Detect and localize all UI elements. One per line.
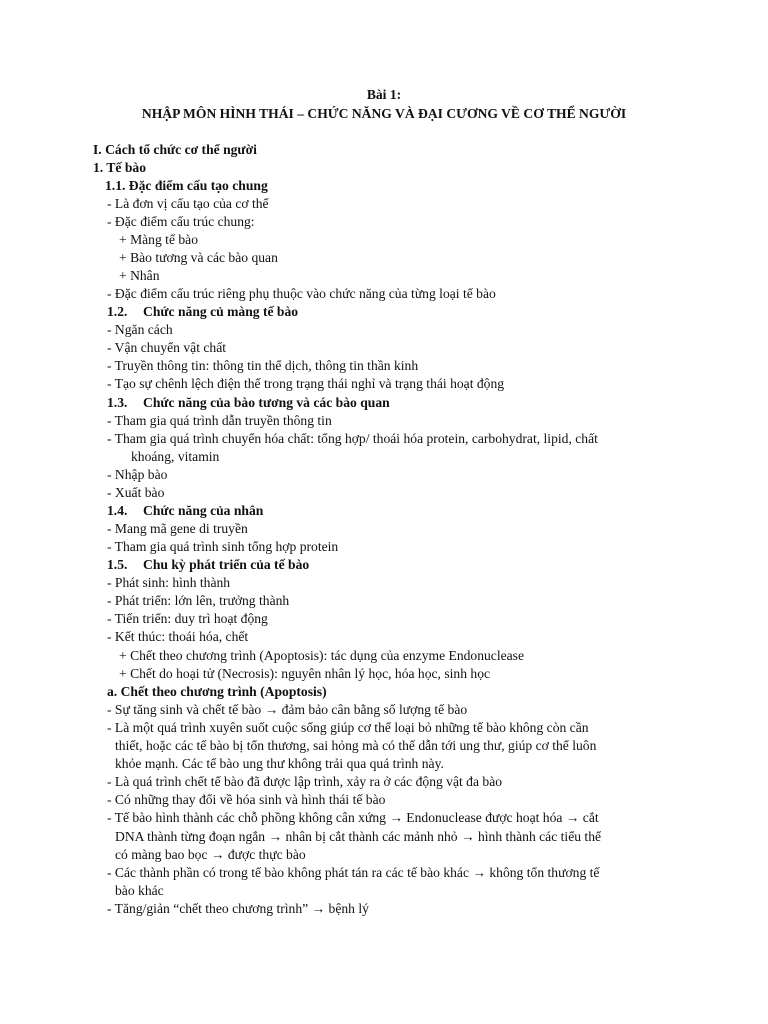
list-item-continuation: có màng bao bọc → được thực bào (115, 847, 306, 862)
sub-list-item: + Bào tương và các bào quan (119, 250, 278, 265)
list-item: - Đặc điểm cấu trúc chung: (107, 214, 255, 229)
list-item: - Tham gia quá trình dẫn truyền thông tin (107, 413, 332, 428)
list-item-continuation: khỏe mạnh. Các tế bào ung thư không trải qua quá trình này. (115, 756, 444, 771)
list-item: - Truyền thông tin: thông tin thể dịch, thông tin thần kinh (107, 358, 419, 373)
heading-1-3: Chức năng của bào tương và các bào quan (143, 395, 390, 410)
list-item: - Tạo sự chênh lệch điện thế trong trạng thái nghỉ và trạng thái hoạt động (107, 376, 505, 391)
list-item: - Sự tăng sinh và chết tế bào → đảm bảo cân bằng số lượng tế bào (107, 702, 468, 717)
list-item: - Nhập bào (107, 467, 168, 482)
heading-1-4-number: 1.4. (107, 503, 128, 518)
list-item-continuation: DNA thành từng đoạn ngắn → nhân bị cắt thành các mảnh nhỏ → hình thành các tiểu thể (115, 829, 602, 844)
heading-1-3-number: 1.3. (107, 395, 128, 410)
heading-1-5: Chu kỳ phát triển của tế bào (143, 557, 310, 572)
list-item-continuation: khoáng, vitamin (131, 449, 220, 464)
heading-section-I: I. Cách tổ chức cơ thể người (93, 142, 257, 157)
list-item: - Tế bào hình thành các chỗ phồng không cân xứng → Endonuclease được hoạt hóa → cắt (107, 810, 599, 825)
heading-section-1: 1. Tế bào (93, 160, 147, 175)
list-item: - Ngăn cách (107, 322, 173, 337)
list-item: - Mang mã gene di truyền (107, 521, 248, 536)
list-item: - Tiến triển: duy trì hoạt động (107, 611, 268, 626)
list-item: - Có những thay đổi về hóa sinh và hình thái tế bào (107, 792, 386, 807)
heading-1-2-number: 1.2. (107, 304, 128, 319)
lesson-number: Bài 1: (366, 87, 402, 102)
list-item: - Tham gia quá trình chuyển hóa chất: tổng hợp/ thoái hóa protein, carbohydrat, lipid, chất (107, 431, 598, 446)
sub-list-item: + Nhân (119, 268, 160, 283)
lesson-title: NHẬP MÔN HÌNH THÁI – CHỨC NĂNG VÀ ĐẠI CƯƠNG VỀ CƠ THỂ NGƯỜI (141, 106, 627, 121)
heading-1-5-number: 1.5. (107, 557, 128, 572)
list-item: - Tham gia quá trình sinh tổng hợp protein (107, 539, 339, 554)
list-item: - Phát sinh: hình thành (107, 575, 231, 590)
heading-1-2: Chức năng củ màng tế bào (143, 304, 299, 319)
heading-1-1: 1.1. Đặc điểm cấu tạo chung (105, 178, 268, 193)
list-item: - Là đơn vị cấu tạo của cơ thể (107, 196, 269, 211)
list-item-continuation: thiết, hoặc các tế bào bị tổn thương, sai hỏng mà có thể dẫn tới ung thư, giúp cơ thể luôn (115, 738, 597, 753)
list-item: - Phát triển: lớn lên, trưởng thành (107, 593, 290, 608)
list-item: - Vận chuyển vật chất (107, 340, 227, 355)
sub-list-item: + Chết theo chương trình (Apoptosis): tác dụng của enzyme Endonuclease (119, 648, 525, 663)
list-item: - Xuất bào (107, 485, 165, 500)
sub-list-item: + Chết do hoại tử (Necrosis): nguyên nhân lý học, hóa học, sinh học (119, 666, 491, 681)
list-item: - Kết thúc: thoái hóa, chết (107, 629, 249, 644)
list-item: - Các thành phần có trong tế bào không phát tán ra các tế bào khác → không tổn thương tế (107, 865, 600, 880)
list-item: - Tăng/giản “chết theo chương trình” → bệnh lý (107, 901, 369, 916)
list-item: - Là một quá trình xuyên suốt cuộc sống giúp cơ thể loại bỏ những tế bào không còn cần (107, 720, 589, 735)
list-item: - Là quá trình chết tế bào đã được lập trình, xảy ra ở các động vật đa bào (107, 774, 503, 789)
heading-a-apoptosis: a. Chết theo chương trình (Apoptosis) (107, 684, 327, 699)
sub-list-item: + Màng tế bào (119, 232, 199, 247)
list-item-continuation: bào khác (115, 883, 164, 898)
heading-1-4: Chức năng của nhân (143, 503, 264, 518)
list-item: - Đặc điểm cấu trúc riêng phụ thuộc vào chức năng của từng loại tế bào (107, 286, 496, 301)
